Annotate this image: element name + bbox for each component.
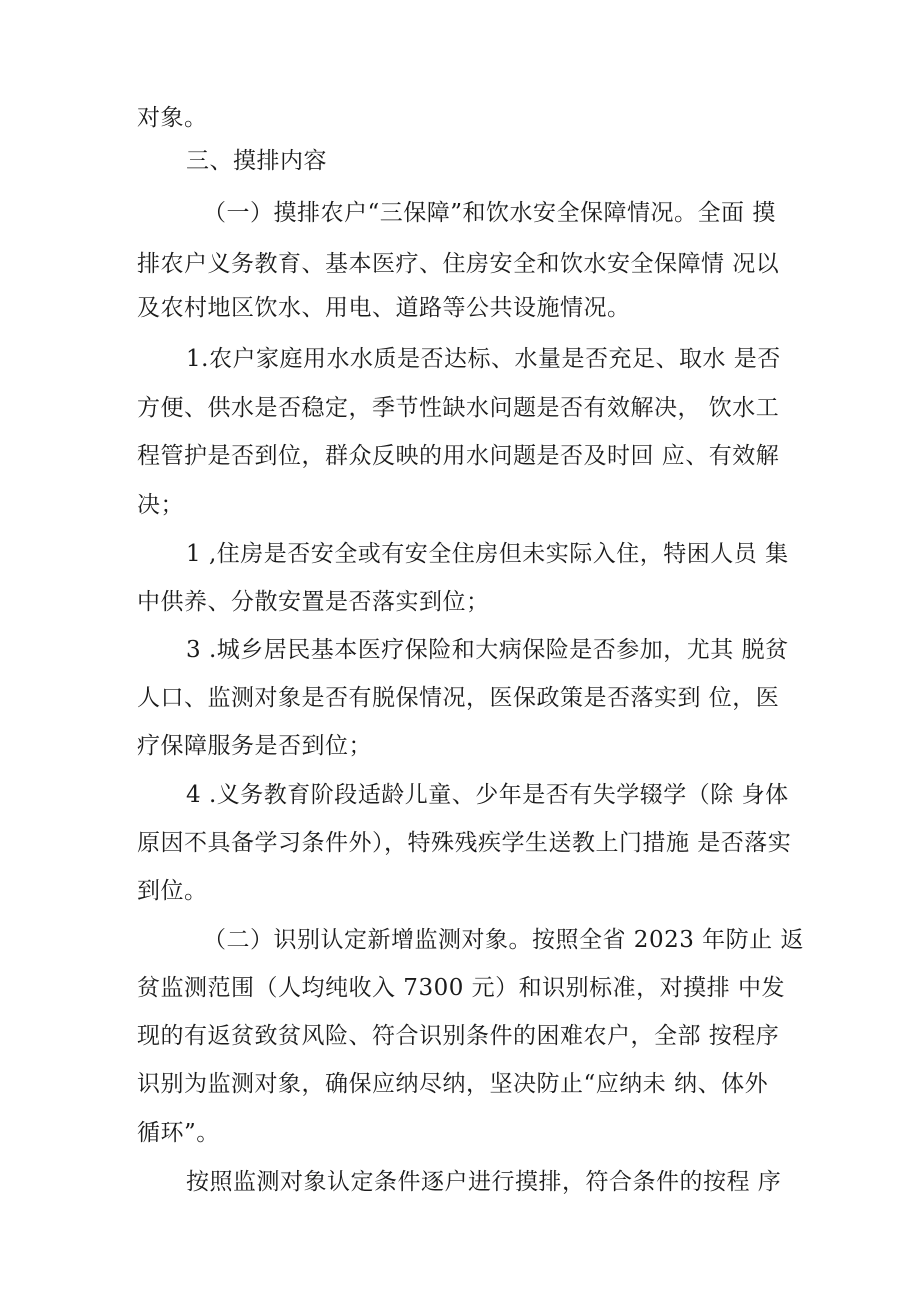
text-line: 疗保障服务是否到位；	[137, 733, 372, 759]
text-line: 识别为监测对象，确保应纳尽纳，坚决防止“应纳未 纳、体外	[137, 1071, 769, 1097]
text-line: 1.农户家庭用水水质是否达标、水量是否充足、取水 是否	[186, 346, 781, 372]
text-line: 排农户义务教育、基本医疗、住房安全和饮水安全保障情 况以	[137, 251, 780, 277]
text-line: 程管护是否到位，群众反映的用水问题是否及时回 应、有效解	[137, 443, 780, 469]
text-line: 及农村地区饮水、用电、道路等公共设施情况。	[137, 295, 631, 321]
text-line: 原因不具备学习条件外），特殊残疾学生送教上门措施 是否落实	[137, 830, 792, 856]
text-line: 4 .义务教育阶段适龄儿童、少年是否有失学辍学（除 身体	[186, 782, 789, 808]
text-line: 按照监测对象认定条件逐户进行摸排，符合条件的按程 序	[186, 1169, 782, 1195]
text-line: （二）识别认定新增监测对象。按照全省 2023 年防止 返	[203, 927, 804, 953]
text-line: 对象。	[137, 105, 208, 131]
text-line: 现的有返贫致贫风险、符合识别条件的困难农户，全部 按程序	[137, 1023, 780, 1049]
text-line: 1 ,住房是否安全或有安全住房但未实际入住，特困人员 集	[186, 541, 789, 567]
section-heading: 三、摸排内容	[186, 148, 327, 174]
text-line: 决；	[137, 492, 184, 518]
text-line: （一）摸排农户“三保障”和饮水安全保障情况。全面 摸	[203, 200, 776, 226]
text-line: 到位。	[137, 878, 208, 904]
text-line: 人口、监测对象是否有脱保情况，医保政策是否落实到 位，医	[137, 685, 780, 711]
text-line: 中供养、分散安置是否落实到位；	[137, 589, 490, 615]
text-line: 循环”。	[137, 1120, 220, 1146]
text-line: 方便、供水是否稳定，季节性缺水问题是否有效解决， 饮水工	[137, 395, 780, 421]
text-line: 贫监测范围（人均纯收入 7300 元）和识别标准，对摸排 中发	[137, 975, 785, 1001]
text-line: 3 .城乡居民基本医疗保险和大病保险是否参加，尤其 脱贫	[186, 637, 789, 663]
